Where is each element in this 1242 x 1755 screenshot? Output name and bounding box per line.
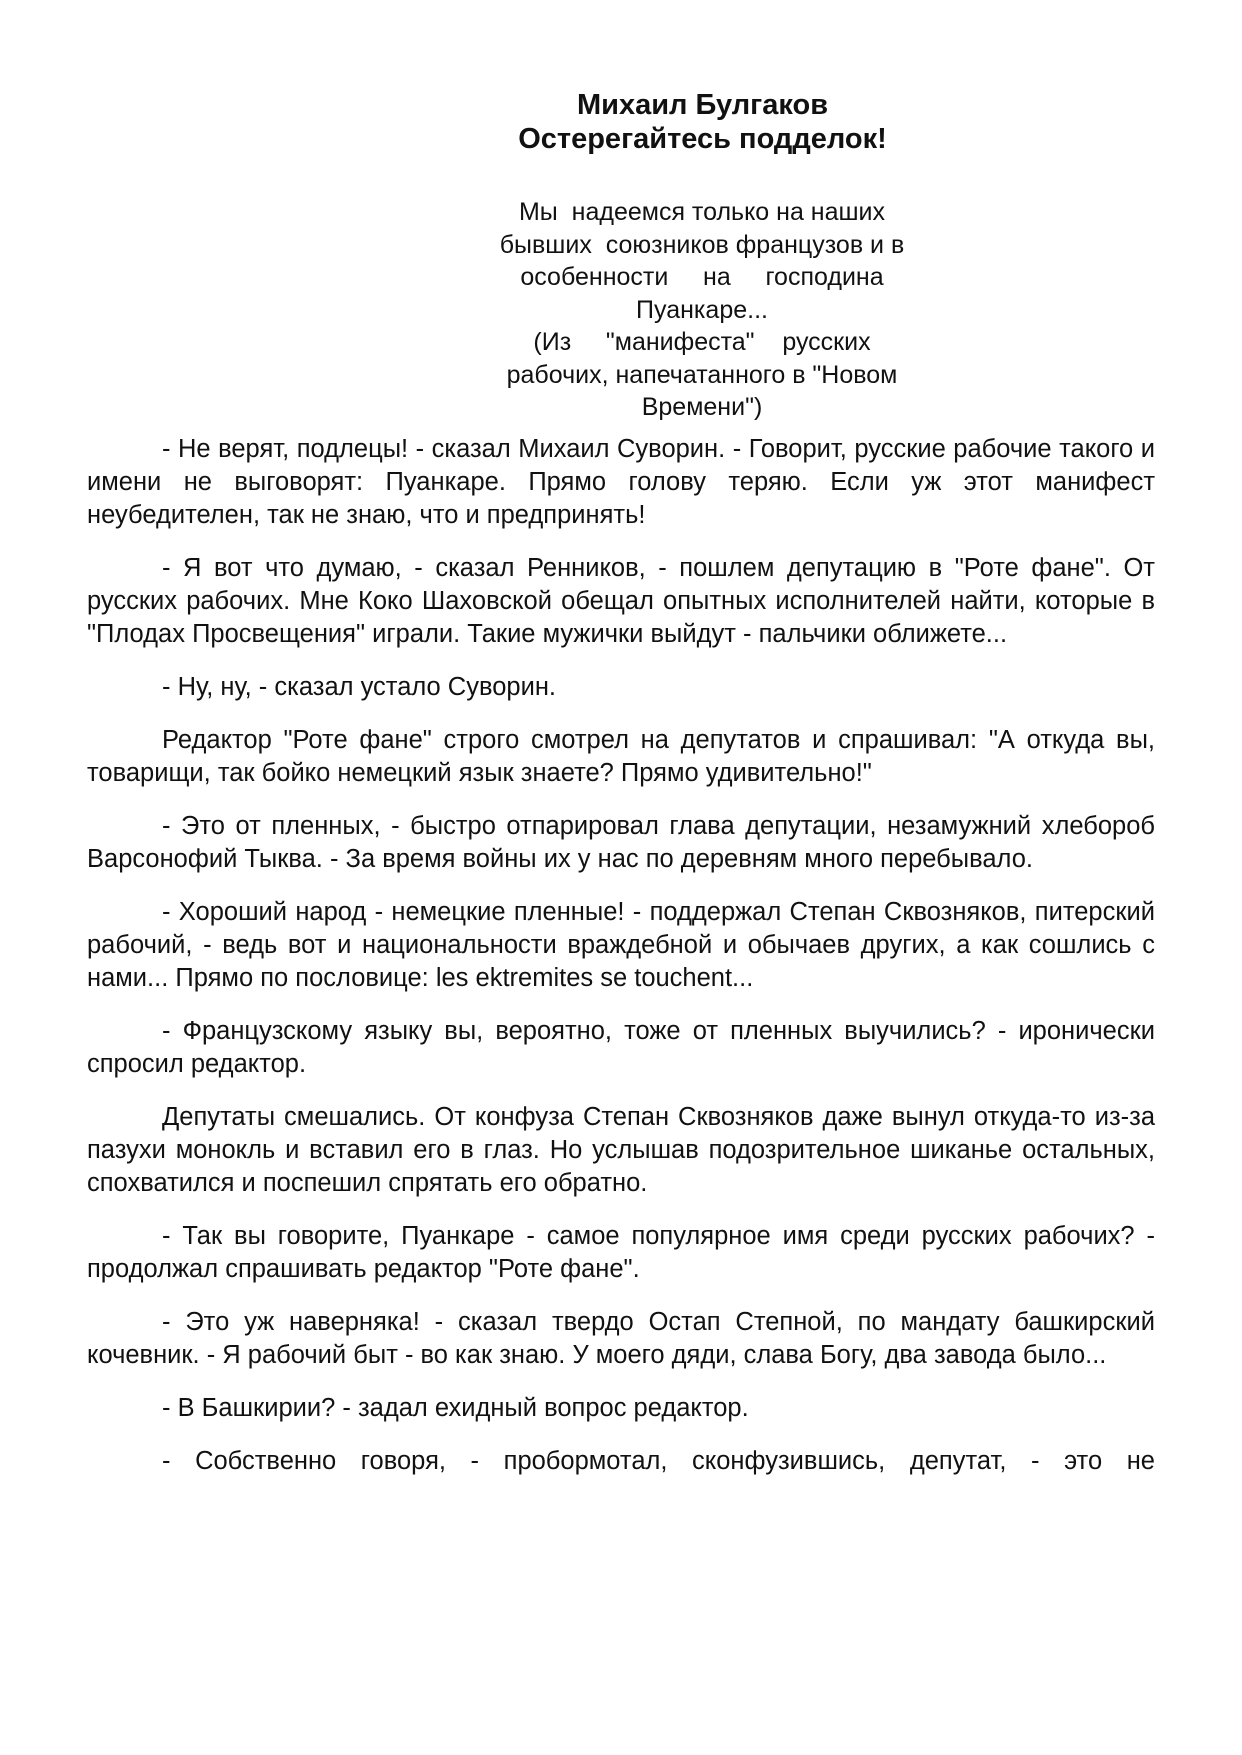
paragraph: Редактор "Роте фане" строго смотрел на депутатов и спрашивал: "А откуда вы, товарищи, так бойко немецкий язык знаете? Прямо удивительно!"	[87, 726, 1155, 787]
epigraph-line: Мы надеемся только на наших	[518, 198, 886, 226]
paragraph: - Не верят, подлецы! - сказал Михаил Суворин. - Говорит, русские рабочие такого и имени не выговорят: Пуанкаре. Прямо голову теряю. Если уж этот манифест неубедителен, так не знаю, что и предпринять!	[87, 435, 1155, 529]
paragraph: - Так вы говорите, Пуанкаре - самое популярное имя среди русских рабочих? - продолжал спрашивать редактор "Роте фане".	[87, 1222, 1155, 1283]
author-name: Михаил Булгаков	[576, 89, 829, 121]
paragraph: - Я вот что думаю, - сказал Ренников, - пошлем депутацию в "Роте фане". От русских рабочих. Мне Коко Шаховской обещал опытных исполнителей найти, которые в "Плодах Просвещения" играли. Такие мужички выйдут - пальчики оближете...	[87, 554, 1155, 648]
epigraph-line: (Из "манифеста" русских	[533, 328, 871, 356]
epigraph-line: бывших союзников французов и в	[499, 230, 905, 259]
paragraph: - Хороший народ - немецкие пленные! - поддержал Степан Сквозняков, питерский рабочий, - ведь вот и национальности враждебной и обычаев других, а как сошлись с нами... Прямо по пословице: les ektremites se touchent...	[87, 898, 1155, 992]
paragraph: - Собственно говоря, - пробормотал, сконфузившись, депутат, - это не	[162, 1447, 1155, 1475]
paragraph: - В Башкирии? - задал ехидный вопрос редактор.	[162, 1394, 749, 1422]
title-block	[480, 88, 925, 156]
paragraph: - Это уж наверняка! - сказал твердо Остап Степной, по мандату башкирский кочевник. - Я рабочий быт - во как знаю. У моего дяди, слава Богу, два завода было...	[87, 1308, 1155, 1369]
story-body	[87, 433, 1155, 1498]
epigraph-line: рабочих, напечатанного в "Новом	[506, 360, 898, 389]
paragraph: Депутаты смешались. От конфуза Степан Сквозняков даже вынул откуда-то из-за пазухи монокль и вставил его в глаз. Но услышав подозрительное шиканье остальных, спохватился и поспешил спрятать его обратно.	[87, 1103, 1155, 1197]
epigraph	[464, 196, 940, 424]
paragraph: - Это от пленных, - быстро отпарировал глава депутации, незамужний хлебороб Варсонофий Тыква. - За время войны их у нас по деревням много перебывало.	[87, 812, 1155, 873]
epigraph-line: Пуанкаре...	[636, 295, 768, 324]
epigraph-line: Времени")	[641, 393, 763, 421]
story-title: Остерегайтесь подделок!	[518, 123, 887, 155]
paragraph: - Французскому языку вы, вероятно, тоже от пленных выучились? - иронически спросил редактор.	[87, 1017, 1155, 1078]
epigraph-line: особенности на господина	[520, 263, 884, 291]
paragraph: - Ну, ну, - сказал устало Суворин.	[162, 673, 557, 701]
